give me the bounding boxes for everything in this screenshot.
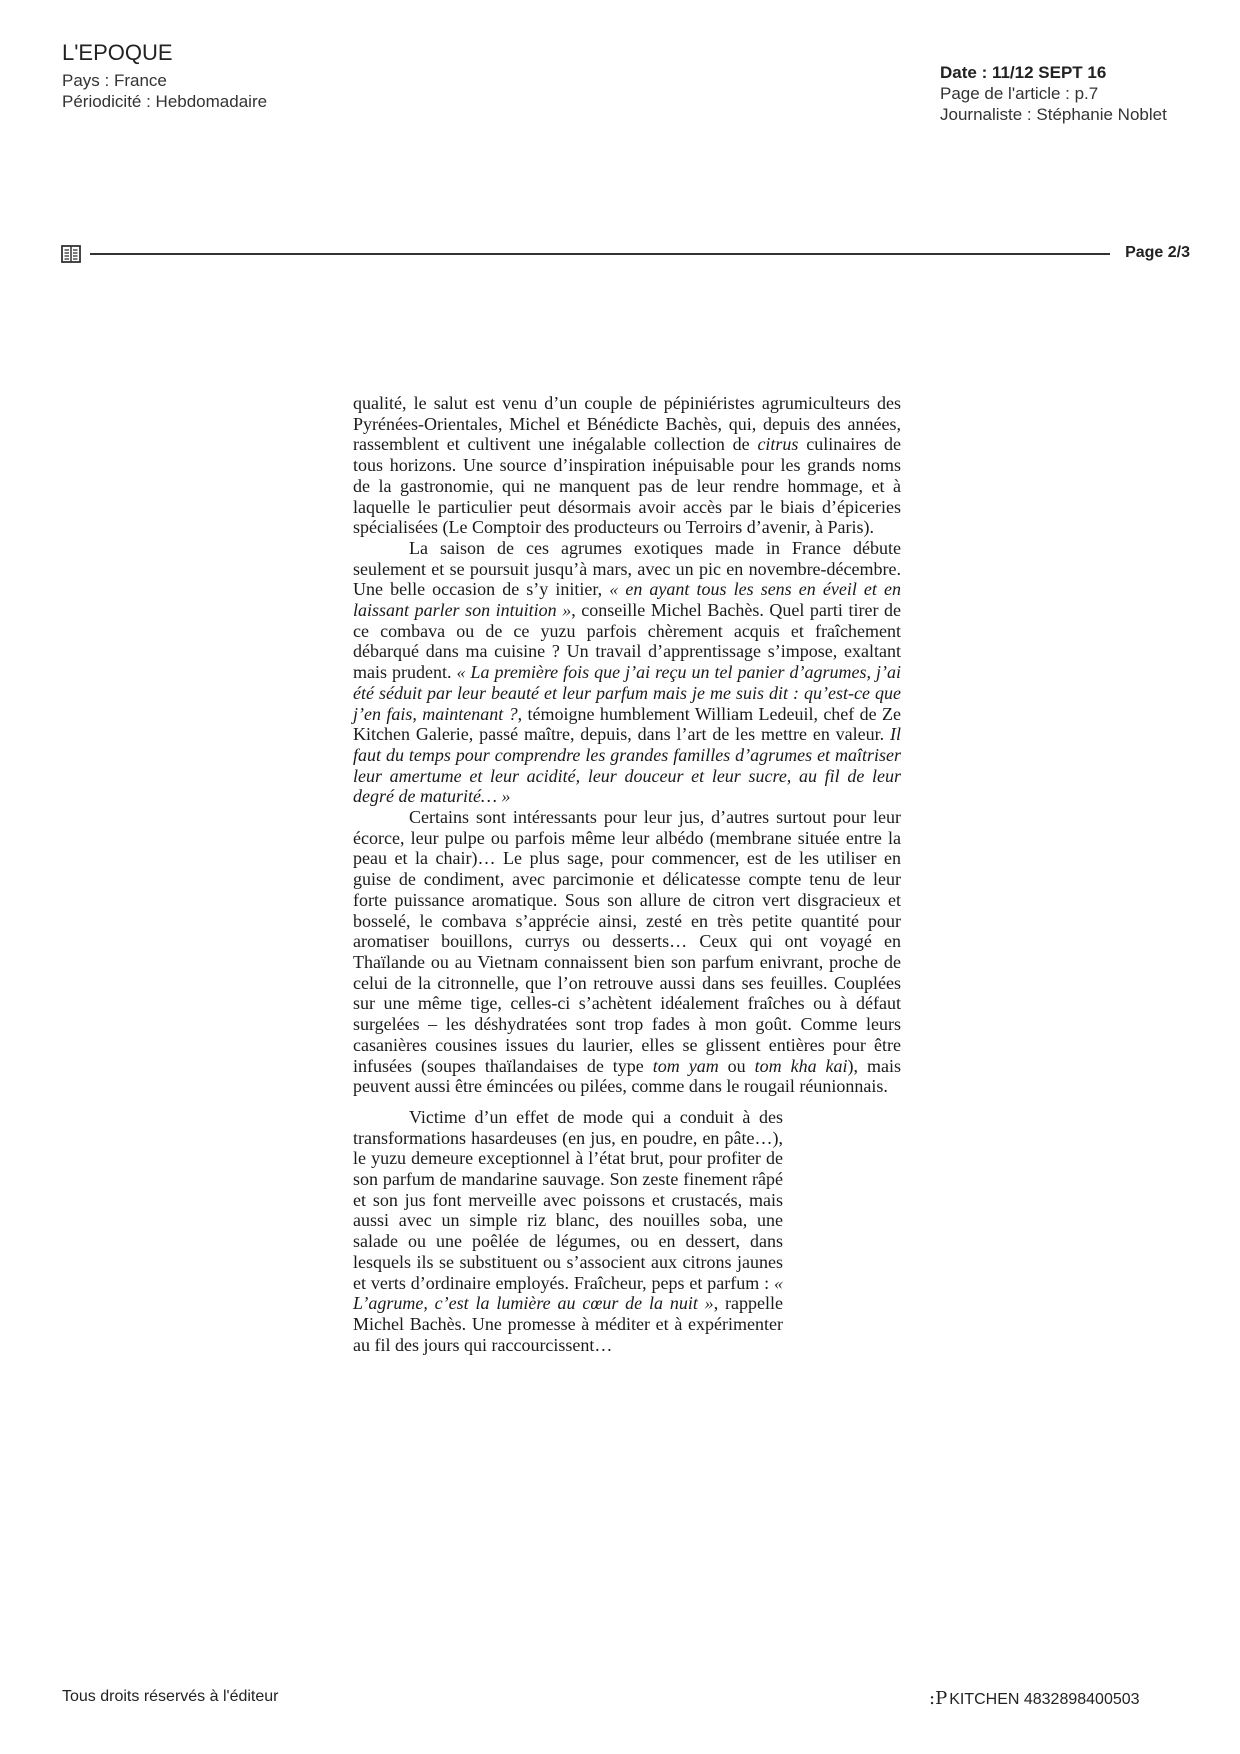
text-run-italic: « en ayant tous les sens en éveil et en laissant parler son intuition » — [353, 579, 901, 621]
paragraph-3 — [353, 807, 901, 1097]
text-run: culinaires de tous horizons. Une source d’inspiration inépuisable pour les grands noms de la gastronomie, qui ne manquent pas de leur rendre hommage, et à laquelle le particulier peut désormais avoir accès par le biais d’épiceries spécialisées (Le Comptoir des producteurs ou Terroirs d’avenir, à Paris). — [353, 434, 902, 538]
country-label: Pays : France — [62, 71, 167, 90]
publication-title: L'EPOQUE — [62, 40, 173, 65]
article-body — [353, 393, 901, 1355]
source-code-text: KITCHEN 4832898400503 — [949, 1691, 1140, 1708]
text-run: , rappelle Michel Bachès. Une promesse à méditer et à expérimenter au fil des jours qui raccourcissent… — [353, 1293, 783, 1355]
text-run: , conseille Michel Bachès. Quel parti tirer de ce combava ou de ce yuzu parfois chèrement acquis et fraîchement débarqué dans ma cuisine ? Un travail d’apprentissage s’impose, exaltant mais prudent. — [353, 600, 901, 683]
text-run: , témoigne humblement William Ledeuil, chef de Ze Kitchen Galerie, passé maître, depuis, dans l’art de les mettre en valeur. — [353, 703, 901, 745]
divider-line — [90, 253, 1110, 255]
text-run-italic: Il faut du temps pour comprendre les grandes familles d’agrumes et maîtriser leur amertume et leur acidité, leur douceur et leur sucre, au fil de leur degré de maturité… » — [353, 724, 901, 807]
text-run-italic: tom yam — [652, 1055, 719, 1076]
article-date: Date : 11/12 SEPT 16 — [940, 63, 1107, 82]
text-run-italic: citrus — [757, 434, 799, 455]
text-run-italic: « La première fois que j’ai reçu un tel panier d’agrumes, j’ai été séduit par leur beauté et leur parfum mais je me suis dit : qu’est-ce que j’en fais, maintenant ? — [353, 662, 902, 724]
text-run: Certains sont intéressants pour leur jus, d’autres surtout pour leur écorce, leur pulpe ou parfois même leur albédo (membrane située entre la peau et la chair)… Le plus sage, pour commencer, est de les utiliser en guise de condiment, avec parcimonie et délicatesse compte tenu de leur forte puissance aromatique. Sous son allure de citron vert disgracieux et bosselé, le combava s’apprécie ainsi, zesté en très petite quantité pour aromatiser bouillons, currys ou desserts… Ceux qui ont voyagé en Thaïlande ou au Vietnam connaissent bien son parfum enivrant, proche de celui de la citronnelle, que l’on retrouve aussi dans ses feuilles. Couplées sur une même tige, celles-ci s’achètent idéalement fraîches ou à défaut surgelées – les déshydratées sont trop fades à mon goût. Comme leurs casanières cousines issues du laurier, elles se glissent entières pour être infusées (soupes thaïlandaises de type — [353, 807, 901, 1076]
paragraph-1 — [353, 393, 901, 538]
journalist: Journaliste : Stéphanie Noblet — [940, 105, 1167, 124]
page-number: Page 2/3 — [1125, 244, 1190, 261]
text-run: ), mais peuvent aussi être émincées ou pilées, comme dans le rougail réunionnais. — [353, 1055, 901, 1097]
source-code — [929, 1688, 1140, 1709]
publication-meta — [62, 70, 267, 112]
header-rule — [60, 243, 1190, 265]
article-meta — [940, 62, 1167, 125]
source-logo: :P — [929, 1688, 948, 1709]
text-run: Victime d’un effet de mode qui a conduit à des transformations hasardeuses (en jus, en poudre, en pâte…), le yuzu demeure exceptionnel à l’état brut, pour profiter de son parfum de mandarine sauvage. Son zeste finement râpé et son jus font merveille avec poissons et crustacés, mais aussi avec un simple riz blanc, des nouilles soba, une salade ou une poêlée de légumes, ou en dessert, dans lesquels ils se substituent ou s’associent aux citrons jaunes et verts d’ordinaire employés. Fraîcheur, peps et parfum : — [353, 1106, 783, 1293]
paragraph-2 — [353, 538, 901, 807]
text-run: ou — [718, 1055, 755, 1076]
text-run-italic: tom kha kai — [754, 1055, 848, 1076]
paragraph-4 — [353, 1107, 783, 1355]
periodicity-label: Périodicité : Hebdomadaire — [62, 92, 268, 111]
rights-notice: Tous droits réservés à l'éditeur — [62, 1688, 279, 1705]
text-run: La saison de ces agrumes exotiques made in France débute seulement et se poursuit jusqu’à mars, avec un pic en novembre-décembre. Une belle occasion de s’y initier, — [353, 537, 901, 600]
article-page: Page de l'article : p.7 — [940, 84, 1099, 103]
text-run: qualité, le salut est venu d’un couple de pépiniéristes agrumiculteurs des Pyrénées-Orientales, Michel et Bénédicte Bachès, qui, depuis des années, rassemblent et cultivent une inégalable collection de — [353, 393, 901, 455]
newspaper-icon — [60, 243, 82, 265]
text-run-italic: « L’agrume, c’est la lumière au cœur de la nuit » — [353, 1272, 783, 1314]
